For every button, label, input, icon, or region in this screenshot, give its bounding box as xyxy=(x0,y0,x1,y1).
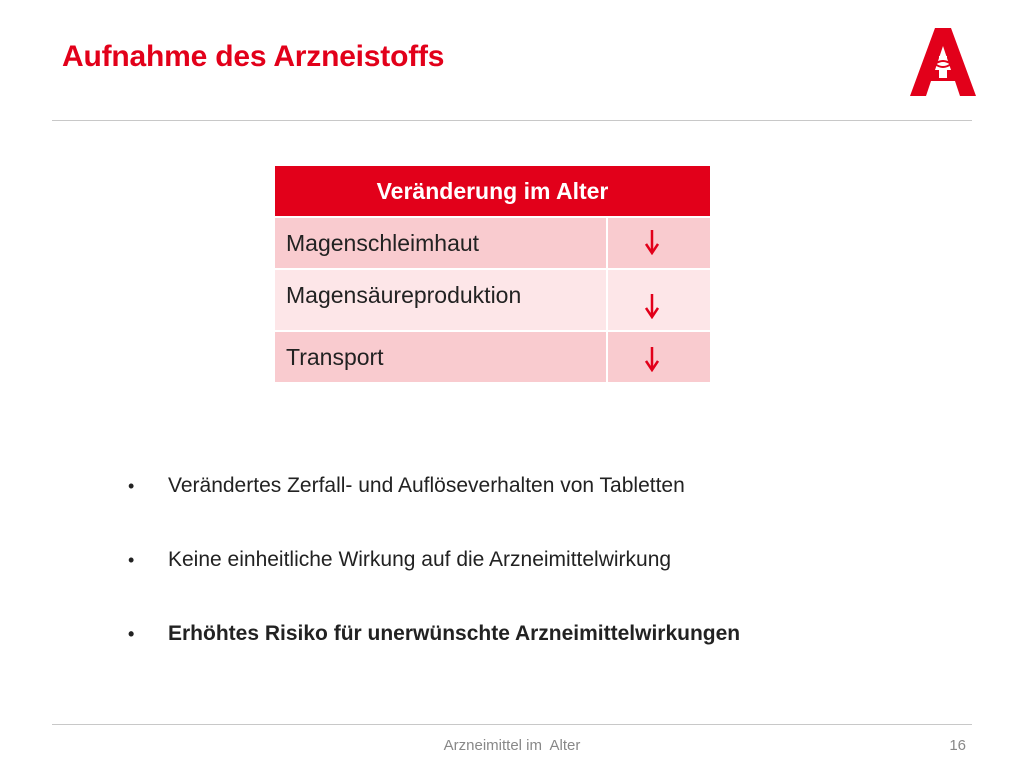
footer-divider xyxy=(52,724,972,725)
bullet-dot: • xyxy=(128,623,135,644)
table-row xyxy=(275,268,710,330)
slide-title: Aufnahme des Arzneistoffs xyxy=(62,40,445,73)
bullet-text: Verändertes Zerfall- und Auflöseverhalten von Tabletten xyxy=(168,474,685,497)
header-divider xyxy=(52,120,972,121)
bullet-item xyxy=(128,468,740,504)
table-row xyxy=(275,330,710,382)
row-label: Transport xyxy=(275,332,608,382)
arrow-down-icon xyxy=(645,229,659,255)
footer-text: Arzneimittel im Alter xyxy=(443,737,581,754)
arrow-down-icon xyxy=(645,293,659,319)
page-number: 16 xyxy=(949,737,966,754)
arrow-down-icon xyxy=(645,346,659,372)
bullet-item xyxy=(128,616,740,652)
table-row xyxy=(275,216,710,268)
bullet-text: Erhöhtes Risiko für unerwünschte Arzneimittelwirkungen xyxy=(168,622,741,645)
bullet-item xyxy=(128,542,740,578)
age-change-table xyxy=(275,166,710,382)
bullet-dot: • xyxy=(128,475,135,496)
apotheke-a-icon xyxy=(908,26,978,98)
trend-cell xyxy=(608,270,710,330)
trend-cell xyxy=(608,332,710,382)
bullet-dot: • xyxy=(128,549,135,570)
row-label: Magensäureproduktion xyxy=(275,270,608,330)
bullet-list xyxy=(128,468,740,690)
row-label: Magenschleimhaut xyxy=(275,218,608,268)
trend-cell xyxy=(608,218,710,268)
table-header: Veränderung im Alter xyxy=(275,166,710,216)
bullet-text: Keine einheitliche Wirkung auf die Arzneimittelwirkung xyxy=(168,548,672,571)
